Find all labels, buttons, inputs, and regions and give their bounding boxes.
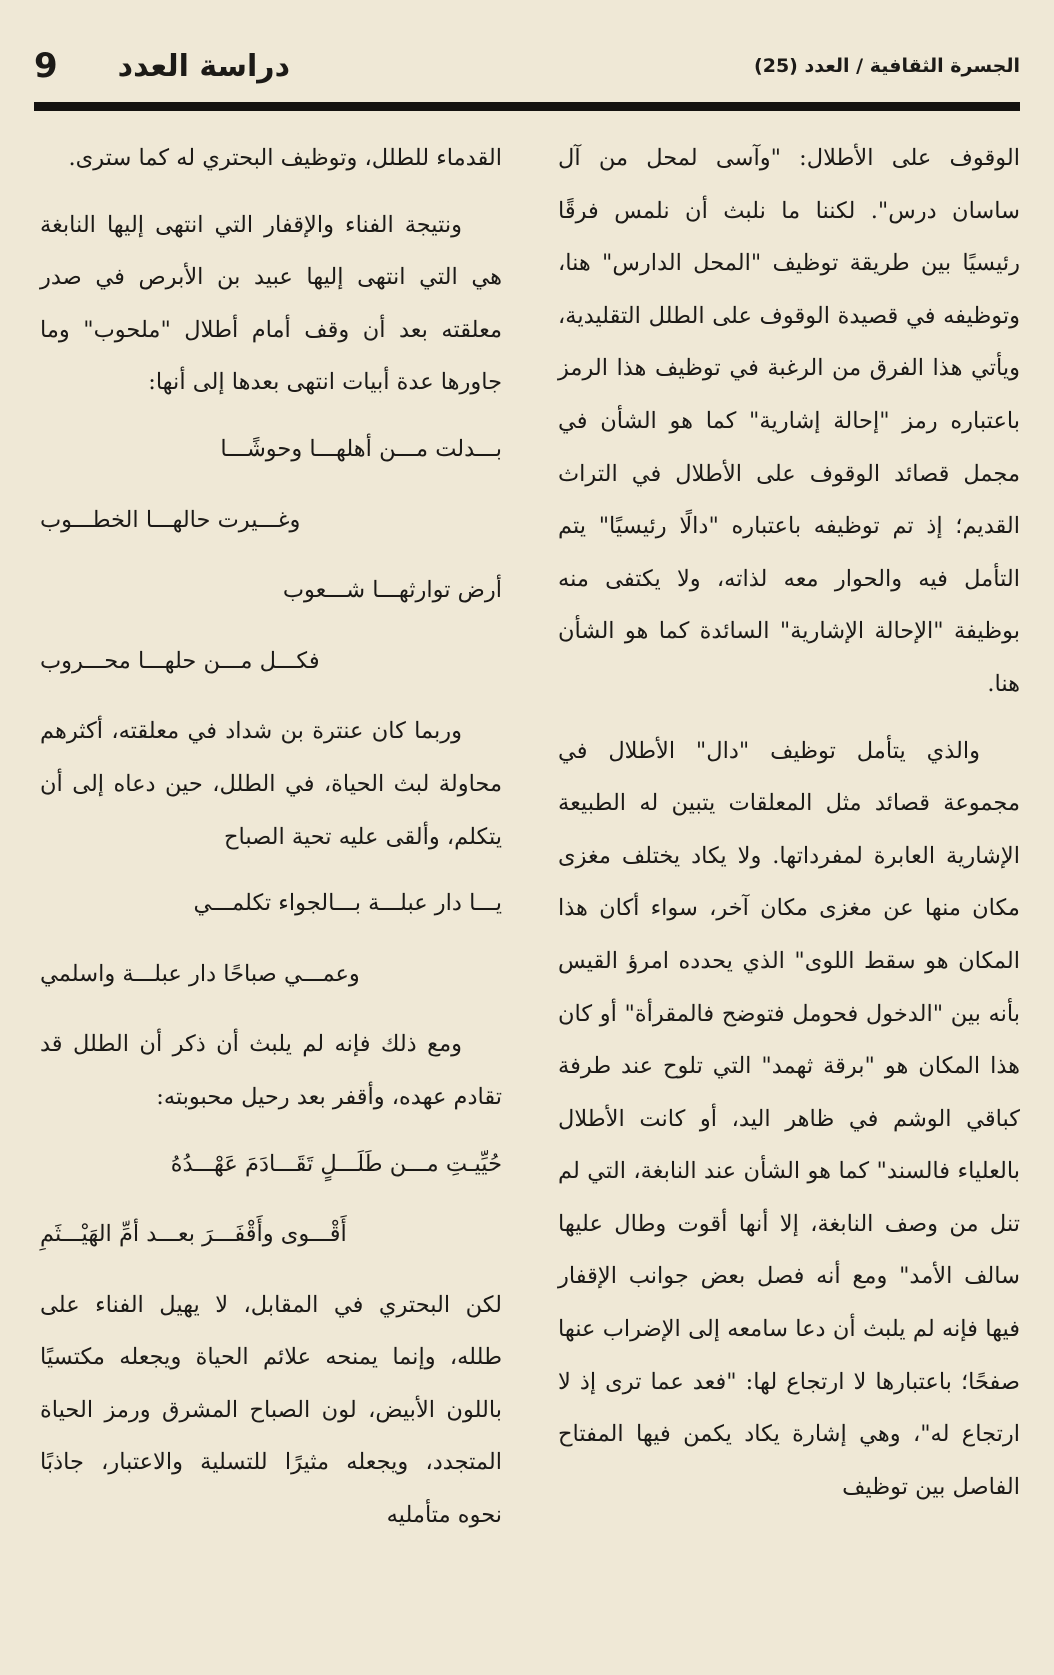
header-rule: [34, 102, 1020, 111]
page-number: 9: [34, 46, 58, 86]
paragraph: ونتيجة الفناء والإقفار التي انتهى إليها النابغة هي التي انتهى إليها عبيد بن الأبرص في صدر معلقته بعد أن وقف أمام أطلال "ملحوب" وما جاورها عدة أبيات انتهى بعدها إلى أنها:: [40, 211, 502, 396]
section-title: دراسة العدد: [117, 48, 290, 84]
verse-line: أَقْـــوى وأَقْفَـــرَ بعـــد أمِّ الهَيْـــثَمِ: [40, 1221, 347, 1248]
page-header: [34, 44, 1020, 88]
paragraph: ومع ذلك فإنه لم يلبث أن ذكر أن الطلل قد تقادم عهده، وأقفر بعد رحيل محبوبته:: [40, 1031, 502, 1110]
paragraph: وربما كان عنترة بن شداد في معلقته، أكثرهم محاولة لبث الحياة، في الطلل، حين دعاه إلى أن يتكلم، وألقى عليه تحية الصباح: [40, 718, 502, 850]
paragraph: والذي يتأمل توظيف "دال" الأطلال في مجموعة قصائد مثل المعلقات يتبين له الطبيعة الإشارية العابرة لمفرداتها. ولا يكاد يختلف مغزى مكان منها عن مغزى مكان آخر، سواء أكان هذا المكان هو سقط اللوى" الذي يحدده امرؤ القيس بأنه بين "الدخول فحومل فتوضح فالمقرأة" أو كان هذا المكان هو "برقة ثهمد" التي تلوح عند طرفة كباقي الوشم في ظاهر اليد، أو كانت الأطلال بالعلياء فالسند" كما هو الشأن عند النابغة، التي لم تنل من وصف النابغة، إلا أنها أقوت وطال عليها سالف الأمد" ومع أنه فصل بعض جوانب الإقفار فيها فإنه لم يلبث أن دعا سامعه إلى الإضراب عنها صفحًا؛ باعتبارها لا ارتجاع لها: "فعد عما ترى إذ لا ارتجاع له"، وهي إشارة يكاد يكمن فيها المفتاح الفاصل بين توظيف: [558, 737, 1020, 1500]
running-head: الجسرة الثقافية / العدد (25): [754, 55, 1020, 77]
verse-line: وغـــيرت حالهـــا الخطـــوب: [40, 506, 301, 533]
right-column: [558, 132, 1020, 1513]
paragraph: الوقوف على الأطلال: "وآسى لمحل من آل ساسان درس". لكننا ما نلبث أن نلمس فرقًا رئيسيًا بين طريقة توظيف "المحل الدارس" هنا، وتوظيفه في قصيدة الوقوف على الطلل التقليدية، ويأتي هذا الفرق من الرغبة في توظيف هذا الرمز باعتباره رمز "إحالة إشارية" كما هو الشأن في مجمل قصائد الوقوف على الأطلال في التراث القديم؛ إذ تم توظيفه باعتباره "دالًا رئيسيًا" يتم التأمل فيه والحوار معه لذاته، ولا يكتفى منه بوظيفة "الإحالة الإشارية" السائدة كما هو الشأن هنا.: [558, 145, 1020, 697]
verse-line: يـــا دار عبلـــة بـــالجواء تكلمـــي: [193, 890, 502, 917]
verse-line: بـــدلت مـــن أهلهـــا وحوشًـــا: [220, 435, 502, 462]
verse-line: وعمـــي صباحًا دار عبلـــة واسلمي: [40, 960, 360, 987]
paragraph: القدماء للطلل، وتوظيف البحتري له كما سترى.: [68, 145, 502, 171]
paragraph: لكن البحتري في المقابل، لا يهيل الفناء على طلله، وإنما يمنحه علائم الحياة ويجعله مكتسيًا باللون الأبيض، لون الصباح المشرق ورمز الحياة المتجدد، ويجعله مثيرًا للتسلية والاعتبار، جاذبًا نحوه متأمليه: [40, 1291, 502, 1529]
verse-line: أرض توارثهـــا شـــعوب: [282, 577, 502, 604]
verse-line: حُيِّيـتِ مـــن طَلَـــلٍ تَقَـــادَمَ عَهْـــدُهُ: [170, 1150, 502, 1177]
verse-line: فكـــل مـــن حلهـــا محـــروب: [40, 647, 320, 674]
left-column: [40, 132, 502, 1542]
